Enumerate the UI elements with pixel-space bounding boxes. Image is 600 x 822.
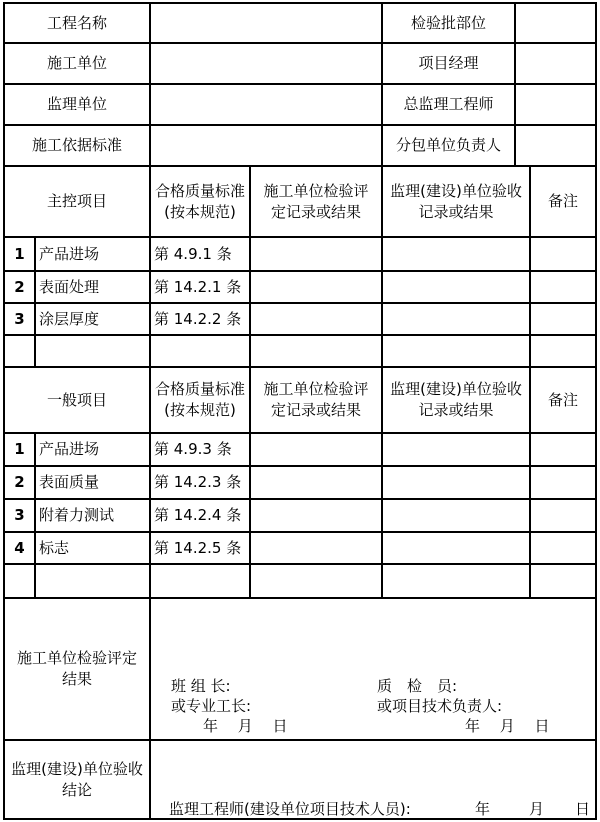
general-item-name: 标志: [39, 538, 70, 557]
main-item-name: 涂层厚度: [39, 309, 100, 328]
rule: [3, 563, 597, 565]
subcontractor-head-label: 分包单位负责人: [395, 136, 501, 154]
team-leader-label: 班 组 长:: [171, 677, 231, 695]
project-name-label: 工程名称: [46, 13, 107, 32]
construction-eval-column-header: [251, 167, 381, 236]
project-manager-label: 项目经理: [418, 54, 479, 72]
general-item-number: 3: [14, 506, 25, 524]
supervision-unit-label: 监理单位: [46, 95, 107, 113]
general-item-number: 2: [14, 473, 25, 491]
general-item-name: 附着力测试: [39, 506, 115, 524]
general-item-number: 1: [14, 440, 25, 458]
remarks-column-header: 备注: [547, 192, 578, 210]
spec-column-line: 合格质量标准: [154, 380, 245, 398]
rule: [3, 334, 597, 336]
construction-result-line: 结果: [61, 670, 92, 688]
construction-date-right: 年 月 日: [465, 717, 550, 735]
supervision-conclusion-line: 监理(建设)单位验收: [11, 759, 143, 778]
general-section-title: 一般项目: [46, 390, 107, 409]
supervision-date-year: 年: [475, 800, 491, 818]
supervision-accept-line: 监理(建设)单位验收: [390, 380, 522, 398]
inspection-lot-label: 检验批部位: [410, 13, 486, 32]
remarks-column-header: 备注: [547, 390, 578, 409]
main-item-number: 1: [14, 244, 25, 263]
spec-column-line: (按本规范): [164, 401, 236, 419]
construction-eval-line: 施工单位检验评: [263, 181, 369, 200]
foreman-label: 或专业工长:: [171, 697, 252, 715]
spec-column-line: 合格质量标准: [154, 181, 245, 200]
spec-column-header: [151, 167, 249, 236]
supervision-date-day: 日: [575, 800, 591, 818]
general-item-number: 4: [14, 538, 25, 557]
general-item-name: 产品进场: [39, 440, 100, 458]
construction-result-line: 施工单位检验评定: [16, 649, 137, 667]
supervision-date-month: 月: [529, 800, 545, 818]
construction-eval-line: 施工单位检验评: [263, 380, 369, 398]
general-item-clause: 第 4.9.3 条: [154, 440, 232, 458]
supervision-accept-line: 记录或结果: [418, 202, 494, 221]
construction-unit-label: 施工单位: [46, 54, 107, 72]
supervision-accept-column-header: [383, 167, 529, 236]
general-item-clause: 第 14.2.4 条: [154, 506, 242, 524]
main-section-title: 主控项目: [46, 192, 107, 210]
main-item-clause: 第 14.2.1 条: [154, 277, 242, 296]
construction-eval-column-header: [251, 368, 381, 432]
main-item-clause: 第 4.9.1 条: [154, 244, 232, 263]
supervision-engineer-label: 监理工程师(建设单位项目技术人员):: [169, 800, 411, 818]
inspector-label: 质 检 员:: [377, 677, 458, 695]
main-item-number: 2: [14, 277, 25, 296]
standard-label: 施工依据标准: [31, 136, 122, 154]
construction-eval-line: 定记录或结果: [270, 401, 361, 419]
spec-column-header: [151, 368, 249, 432]
rule: [514, 2, 516, 165]
main-item-number: 3: [14, 309, 25, 328]
chief-supervisor-label: 总监理工程师: [403, 95, 494, 113]
main-item-name: 产品进场: [39, 244, 100, 263]
main-item-name: 表面处理: [39, 277, 100, 296]
general-item-clause: 第 14.2.3 条: [154, 473, 242, 491]
general-item-clause: 第 14.2.5 条: [154, 538, 242, 557]
supervision-accept-line: 记录或结果: [418, 401, 494, 419]
supervision-accept-line: 监理(建设)单位验收: [390, 181, 522, 200]
construction-result-label: [5, 599, 149, 739]
main-item-clause: 第 14.2.2 条: [154, 309, 242, 328]
tech-lead-label: 或项目技术负责人:: [377, 697, 503, 715]
supervision-conclusion-label: [5, 741, 149, 818]
inspection-lot-form: [3, 2, 597, 820]
supervision-conclusion-line: 结论: [61, 780, 92, 799]
rule: [595, 2, 597, 820]
spec-column-line: (按本规范): [164, 202, 236, 221]
general-item-name: 表面质量: [39, 473, 100, 491]
construction-eval-line: 定记录或结果: [270, 202, 361, 221]
construction-date-left: 年 月 日: [203, 717, 288, 735]
supervision-accept-column-header: [383, 368, 529, 432]
